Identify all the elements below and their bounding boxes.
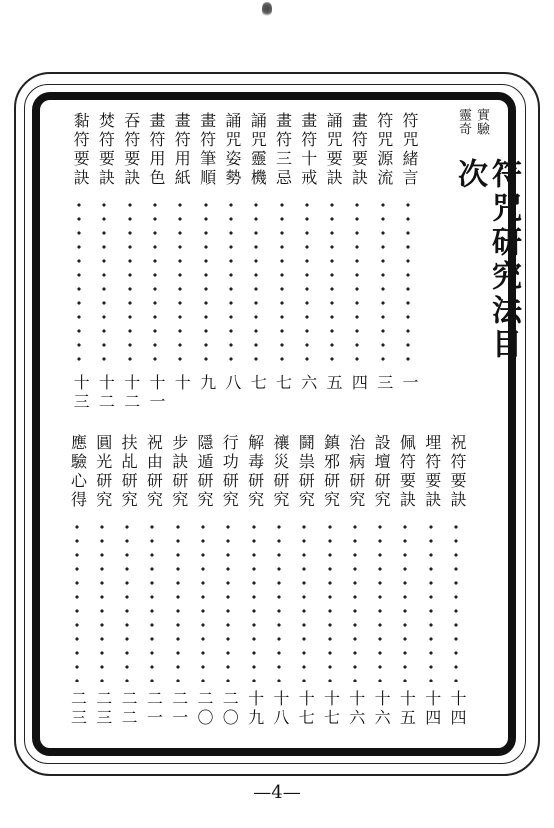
toc-dot-leader <box>328 520 332 682</box>
toc-dot-leader <box>280 198 284 366</box>
toc-entry-page: 九 <box>197 374 217 393</box>
toc-dot-leader <box>330 198 334 366</box>
toc-entry-label: 焚符要訣 <box>96 112 116 188</box>
toc-entry-page: 二〇 <box>195 690 214 728</box>
toc-entry-label: 解毒研究 <box>245 434 265 510</box>
toc-dot-leader <box>153 198 157 366</box>
toc-dot-leader <box>252 520 256 682</box>
toc-entry-label: 扶乩研究 <box>119 434 139 510</box>
publisher-line-2: 靈奇 <box>456 108 471 136</box>
toc-dot-leader <box>77 198 81 366</box>
toc-entry-label: 祝符要訣 <box>448 434 467 510</box>
toc-dot-leader <box>429 520 433 682</box>
toc-entry-label: 隱遁研究 <box>195 434 214 510</box>
toc-dot-leader <box>176 520 180 682</box>
page-number: —4— <box>253 782 301 803</box>
toc-entry-label: 誦咒要訣 <box>324 112 344 188</box>
toc-entry-label: 圓光研究 <box>93 434 113 510</box>
toc-dot-leader <box>305 198 309 366</box>
toc-entry-label: 鬪祟研究 <box>296 434 316 510</box>
publisher-line-1: 實驗 <box>474 108 489 136</box>
toc-entry-label: 治病研究 <box>346 434 366 510</box>
toc-entry-page: 十七 <box>321 690 341 728</box>
toc-dot-leader <box>302 520 306 682</box>
toc-entry-label: 誦咒靈機 <box>248 112 268 188</box>
toc-entry-page: 十七 <box>296 690 316 728</box>
toc-dot-leader <box>75 520 79 682</box>
toc-dot-leader <box>277 520 281 682</box>
toc-entry-page: 一 <box>400 374 419 393</box>
toc-dot-leader <box>381 198 385 366</box>
toc-dot-leader <box>100 520 104 682</box>
toc-dot-leader <box>201 520 205 682</box>
toc-entry-page: 二一 <box>169 690 189 728</box>
toc-entry-label: 吞符要訣 <box>121 112 141 188</box>
toc-entry-page: 七 <box>273 374 293 393</box>
toc-dot-leader <box>355 198 359 366</box>
toc-dot-leader <box>406 198 410 366</box>
toc-entry-page: 十六 <box>372 690 392 728</box>
toc-entry-label: 應驗心得 <box>68 434 88 510</box>
toc-entry-label: 畫符三忌 <box>273 112 293 188</box>
toc-entry-page: 十八 <box>270 690 290 728</box>
toc-entry-page: 二二 <box>119 690 139 728</box>
toc-entry-page: 三 <box>374 374 394 393</box>
toc-entry-page: 十四 <box>448 690 467 728</box>
toc-entry-page: 十 <box>172 374 192 393</box>
toc-entry-label: 誦咒姿勢 <box>222 112 242 188</box>
toc-entry-page: 五 <box>324 374 344 393</box>
toc-dot-leader <box>150 520 154 682</box>
toc-dot-leader <box>128 198 132 366</box>
toc-entry-label: 祝由研究 <box>144 434 164 510</box>
toc-entry-label: 禳災研究 <box>270 434 290 510</box>
toc-entry-page: 二三 <box>93 690 113 728</box>
toc-entry-page: 十一 <box>147 374 166 412</box>
toc-entry-label: 行功研究 <box>220 434 240 510</box>
toc-dot-leader <box>178 198 182 366</box>
toc-entry-label: 步訣研究 <box>169 434 189 510</box>
toc-entry-page: 八 <box>222 374 242 393</box>
toc-dot-leader <box>226 520 230 682</box>
toc-dot-leader <box>454 520 458 682</box>
toc-entry-label: 設壇研究 <box>372 434 392 510</box>
toc-entry-page: 四 <box>349 374 369 393</box>
toc-dot-leader <box>403 520 407 682</box>
toc-entry-label: 畫符用色 <box>147 112 166 188</box>
ink-blot <box>262 2 272 18</box>
toc-entry-page: 十二 <box>96 374 116 412</box>
toc-entry-label: 鎮邪研究 <box>321 434 341 510</box>
toc-entry-page: 二〇 <box>220 690 240 728</box>
toc-entry-page: 十五 <box>397 690 417 728</box>
toc-entry-label: 畫符要訣 <box>349 112 369 188</box>
toc-dot-leader <box>125 520 129 682</box>
toc-entry-page: 二一 <box>144 690 164 728</box>
toc-entry-page: 二三 <box>68 690 88 728</box>
toc-dot-leader <box>229 198 233 366</box>
toc-entry-label: 畫符十戒 <box>298 112 318 188</box>
toc-entry-label: 黏符要訣 <box>71 112 91 188</box>
toc-entry-page: 十六 <box>346 690 366 728</box>
toc-dot-leader <box>204 198 208 366</box>
toc-dot-leader <box>102 198 106 366</box>
toc-entry-label: 畫符用紙 <box>172 112 192 188</box>
toc-entry-label: 埋符要訣 <box>422 434 442 510</box>
toc-entry-label: 符咒源流 <box>374 112 394 188</box>
title-block <box>432 108 521 368</box>
toc-dot-leader <box>353 520 357 682</box>
toc-entry-page: 十四 <box>422 690 442 728</box>
toc-dot-leader <box>254 198 258 366</box>
page-title: 符咒研究法目次 <box>452 158 521 362</box>
toc-entry-page: 十九 <box>245 690 265 728</box>
toc-entry-label: 符咒緒言 <box>400 112 419 188</box>
toc-entry-page: 七 <box>248 374 268 393</box>
toc-entry-label: 畫符筆順 <box>197 112 217 188</box>
toc-entry-label: 佩符要訣 <box>397 434 417 510</box>
toc-entry-page: 十二 <box>121 374 141 412</box>
toc-entry-page: 六 <box>298 374 318 393</box>
toc-entry-page: 十三 <box>71 374 91 412</box>
toc-dot-leader <box>378 520 382 682</box>
